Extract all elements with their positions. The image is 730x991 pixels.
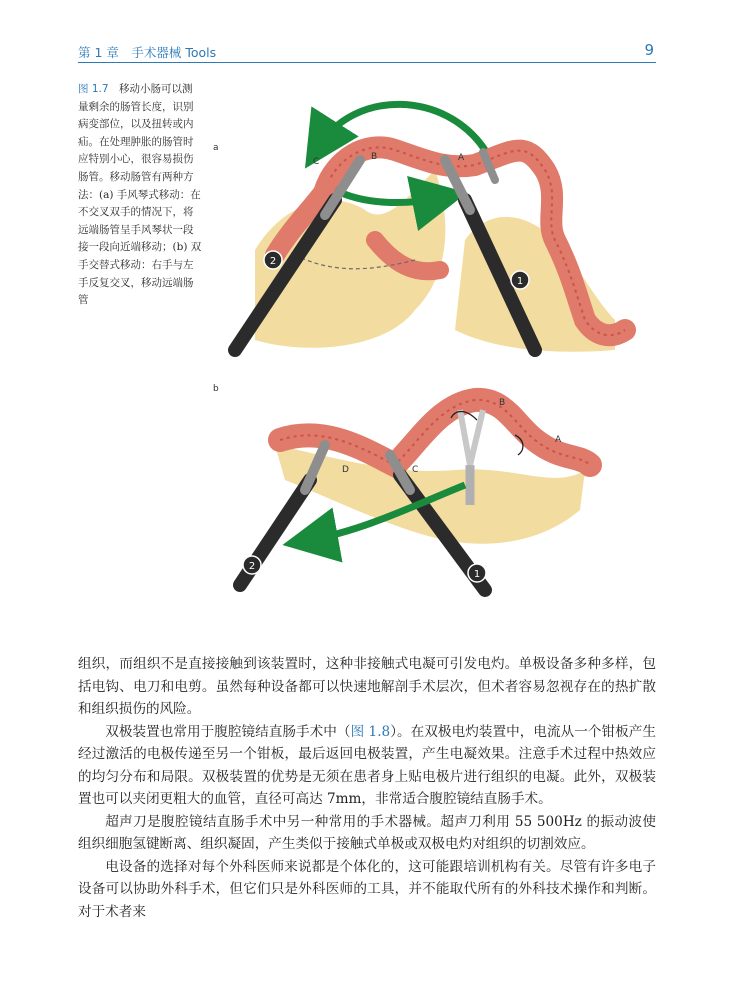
bowel-illustration-b	[215, 380, 655, 605]
chapter-title: 第 1 章 手术器械 Tools	[78, 45, 217, 60]
paragraph-4: 电设备的选择对每个外科医师来说都是个体化的，这可能跟培训机构有关。尽管有许多电子设备可以协助外科手术，但它们只是外科医师的工具，并不能取代所有的外科技术操作和判断。对于术者来	[78, 858, 656, 920]
paragraph-2-end: ）。在双极电灼装置中，电流从一个钳板产生经过激活的电极传递至另一个钳板，最后返回电极装置，产生电凝效果。注意手术过程中热效应的均匀分布和局限。双极装置的优势是无须在患者身上贴电极片进行组织的电凝。此外，双极装置也可以夹闭更粗大的血管，直径可高达 7mm，非常适合腹腔镜结直肠手术。	[78, 723, 656, 807]
instrument-2-number: 2	[269, 256, 277, 267]
label-d: D	[342, 465, 349, 475]
label-c: C	[412, 465, 419, 475]
running-header	[78, 40, 656, 63]
paragraph-3: 超声刀是腹腔镜结直肠手术中另一种常用的手术器械。超声刀利用 55 500Hz 的振动波使组织细胞氢键断离、组织凝固，产生类似于接触式单极或双极电灼对组织的切割效应。	[78, 813, 656, 852]
instrument-1-number: 1	[473, 569, 481, 580]
panel-a-label: a	[213, 143, 219, 153]
instrument-1-number: 1	[516, 276, 524, 287]
figure-caption	[78, 81, 202, 310]
bowel-loop	[280, 400, 590, 465]
grasper-open-jaw-left	[460, 410, 470, 465]
label-b: B	[499, 398, 506, 408]
paragraph-2	[78, 721, 656, 811]
bowel-illustration-a	[215, 80, 655, 365]
label-a: A	[458, 153, 465, 163]
body-text	[78, 653, 656, 923]
label-c: C	[313, 157, 320, 167]
figure-label: 图 1.7	[78, 83, 109, 95]
paragraph-2-start: 双极装置也常用于腹腔镜结直肠手术中（	[105, 723, 351, 740]
grasper-open-jaw-right	[470, 410, 483, 465]
figure-reference-link[interactable]: 图 1.8	[350, 723, 391, 740]
paragraph-1: 组织，而组织不是直接接触到该装置时，这种非接触式电凝可引发电灼。单极设备多种多样，包括电钩、电刀和电剪。虽然每种设备都可以快速地解剖手术层次，但术者容易忽视存在的热扩散和组织损伤的风险。	[78, 656, 656, 717]
label-a: A	[555, 435, 562, 445]
label-b: B	[371, 152, 378, 162]
panel-b-label: b	[213, 384, 219, 394]
page-number: 9	[644, 41, 654, 59]
caption-text: 移动小肠可以测量剩余的肠管长度，识别病变部位，以及扭转或内疝。在处理肿胀的肠管时应特别小心，很容易损伤肠管。移动肠管有两种方法：(a) 手风琴式移动：在不交叉双手的情况下，将远端肠管呈手风琴状一段接一段向近端移动；(b) 双手交替式移动：右手与左手反复交叉，移动远端肠管	[78, 83, 202, 307]
instrument-2-number: 2	[248, 561, 256, 572]
